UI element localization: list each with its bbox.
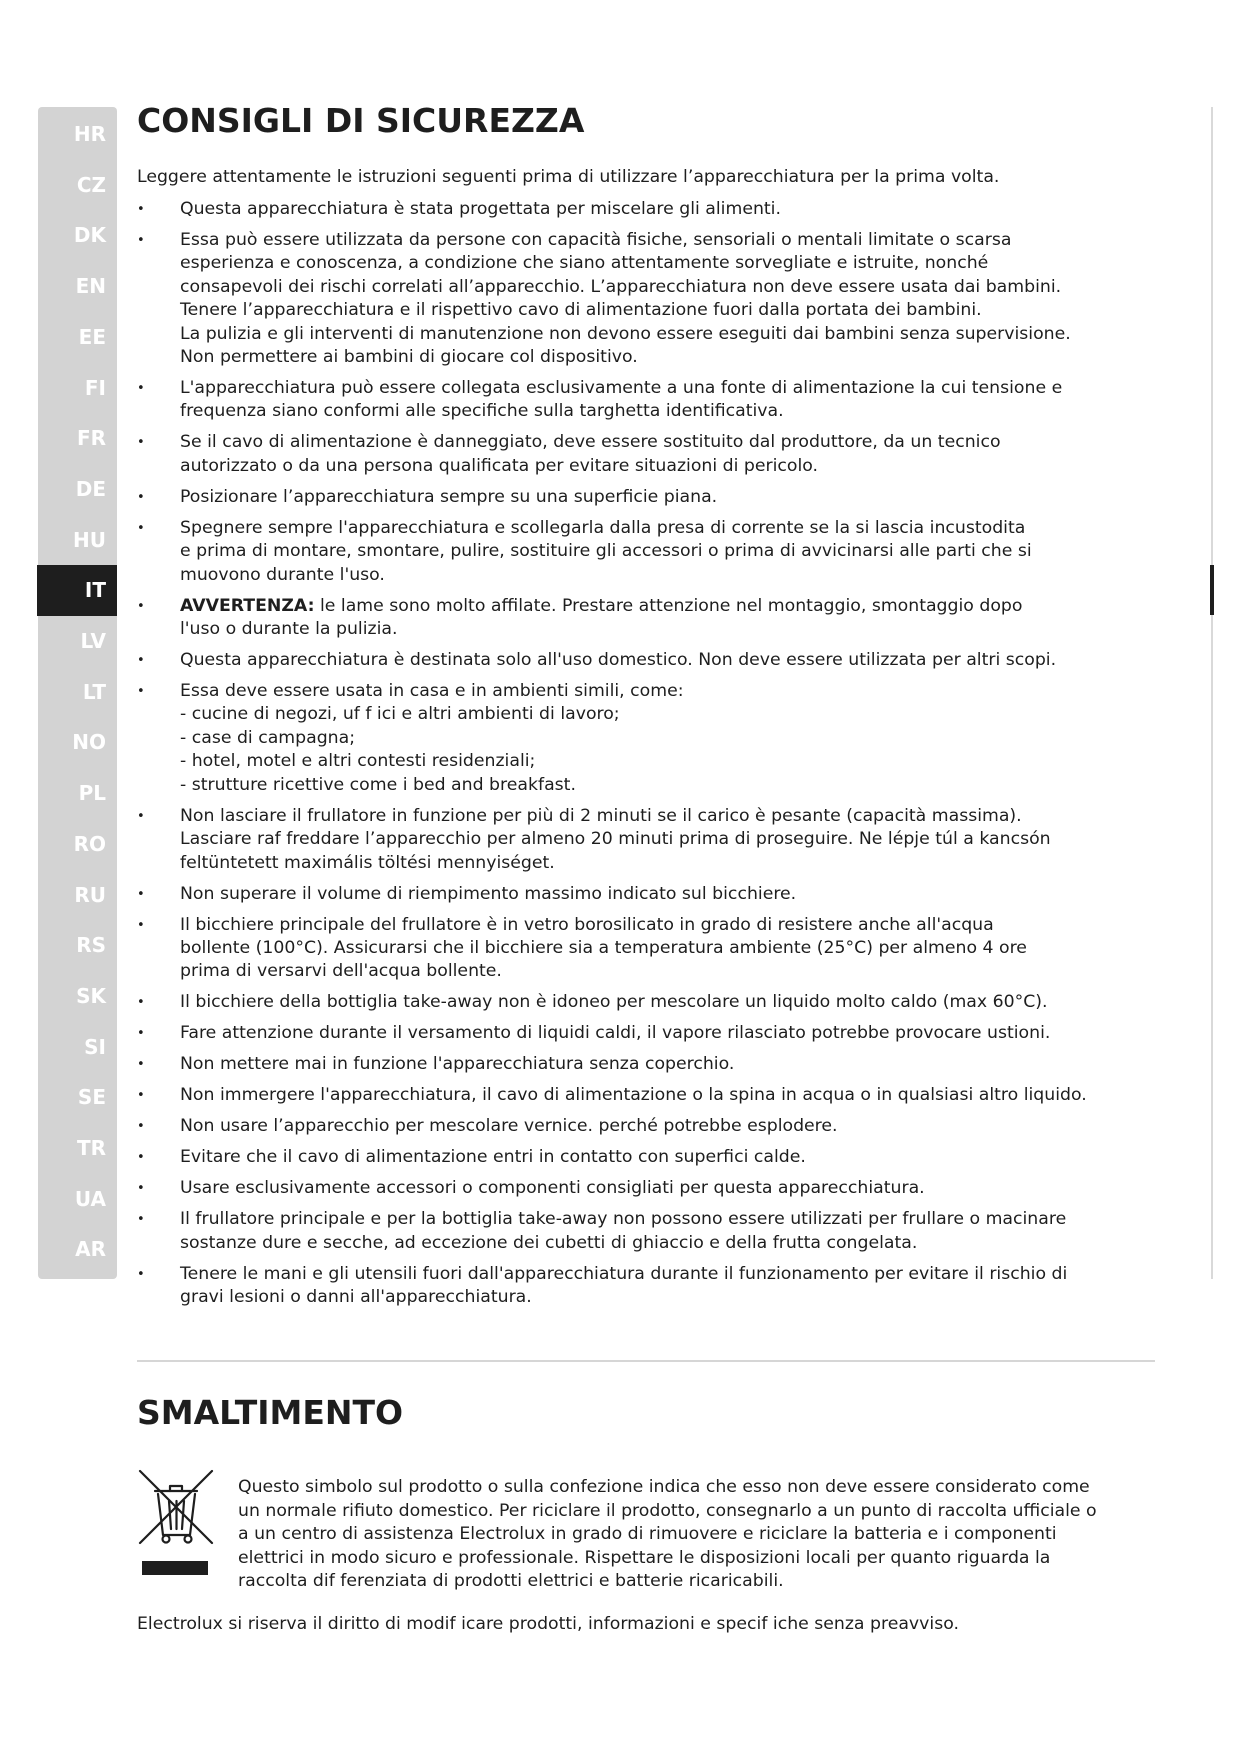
language-tab-cz[interactable]: CZ: [76, 173, 106, 197]
safety-item-text: Essa può essere utilizzata da persone con capacità fisiche, sensoriali o mentali limitate o scarsa esperienza e conoscenza, a condizione che siano attentamente sorvegliate e istruite, nonché consapevoli dei rischi correlati all’apparecchio. L’apparecchiatura non deve essere usata dai bambini. Tenere l’apparecchiatura e il rispettivo cavo di alimentazione fuori dalla portata dei bambini. La pulizia e gli interventi di manutenzione non devono essere eseguiti dai bambini senza supervisione. Non permettere ai bambini di giocare col dispositivo.: [180, 230, 1071, 368]
safety-item: [137, 680, 1162, 797]
safety-item-text: Non mettere mai in funzione l'apparecchiatura senza coperchio.: [180, 1054, 735, 1075]
language-tab-fr[interactable]: FR: [76, 426, 106, 450]
safety-item-text: Il bicchiere della bottiglia take-away non è idoneo per mescolare un liquido molto caldo (max 60°C).: [180, 992, 1048, 1013]
safety-item: [137, 1177, 1162, 1200]
warning-label: AVVERTENZA:: [180, 595, 315, 616]
safety-item: [137, 1263, 1162, 1310]
safety-item-text: Spegnere sempre l'apparecchiatura e scollegarla dalla presa di corrente se la si lascia incustodita e prima di montare, smontare, pulire, sostituire gli accessori o prima di avvicinarsi alle parti che si muovono durante l'uso.: [180, 517, 1032, 585]
safety-item-text: Usare esclusivamente accessori o componenti consigliati per questa apparecchiatura.: [180, 1178, 925, 1199]
language-tab-ua[interactable]: UA: [74, 1187, 106, 1211]
safety-item-text: Questa apparecchiatura è stata progettata per miscelare gli alimenti.: [180, 199, 781, 219]
safety-item: [137, 914, 1162, 984]
disposal-text: Questo simbolo sul prodotto o sulla confezione indica che esso non deve essere considerato come un normale rifiuto domestico. Per riciclare il prodotto, consegnarlo a un punto di raccolta ufficiale o a un centro di assistenza Electrolux in grado di rimuovere e riciclare la batteria e i componenti elettrici in modo sicuro e professionale. Rispettare le disposizioni locali per quanto riguarda la raccolta dif ferenziata di prodotti elettrici e batterie ricaricabili.: [238, 1477, 1097, 1591]
safety-item: [137, 1022, 1162, 1045]
language-tab-ro[interactable]: RO: [73, 832, 106, 856]
safety-item-text: Evitare che il cavo di alimentazione entri in contatto con superfici calde.: [180, 1147, 806, 1168]
language-tab-lv[interactable]: LV: [80, 629, 106, 653]
safety-item-text: Fare attenzione durante il versamento di liquidi caldi, il vapore rilasciato potrebbe provocare ustioni.: [180, 1023, 1051, 1044]
language-tab-hu[interactable]: HU: [73, 528, 106, 552]
language-tab-tr[interactable]: TR: [76, 1136, 106, 1160]
language-tab-se[interactable]: SE: [77, 1085, 106, 1109]
safety-item: [137, 1115, 1162, 1138]
language-tab-it[interactable]: IT: [37, 565, 117, 616]
safety-item-text: Non superare il volume di riempimento massimo indicato sul bicchiere.: [180, 883, 797, 904]
language-tab-dk[interactable]: DK: [73, 223, 106, 247]
language-tab-ee[interactable]: EE: [78, 325, 106, 349]
disposal-title: SMALTIMENTO: [137, 1393, 404, 1432]
safety-item: [137, 991, 1162, 1014]
language-tab-rs[interactable]: RS: [76, 933, 106, 957]
right-margin-line: [1211, 107, 1213, 1279]
safety-item-text: Non usare l’apparecchio per mescolare vernice. perché potrebbe esplodere.: [180, 1116, 838, 1137]
language-tab-hr[interactable]: HR: [73, 122, 106, 146]
language-tab-ar[interactable]: AR: [75, 1237, 106, 1261]
safety-item: [137, 595, 1162, 642]
safety-item: [137, 1084, 1162, 1107]
safety-intro: Leggere attentamente le istruzioni seguenti prima di utilizzare l’apparecchiatura per la prima volta.: [137, 167, 1000, 187]
safety-item: [137, 649, 1162, 672]
safety-item-text: Non immergere l'apparecchiatura, il cavo di alimentazione o la spina in acqua o in qualsiasi altro liquido.: [180, 1085, 1087, 1106]
safety-item: [137, 486, 1162, 509]
safety-item: [137, 805, 1162, 875]
safety-item-text: Non lasciare il frullatore in funzione per più di 2 minuti se il carico è pesante (capacità massima). Lasciare raf freddare l’apparecchio per almeno 20 minuti prima di proseguire. Ne lépje túl a kancsón feltüntetett maximális töltési mennyiséget.: [180, 805, 1051, 873]
language-tab-lt[interactable]: LT: [82, 680, 106, 704]
safety-item: [137, 1053, 1162, 1076]
safety-item: [137, 1146, 1162, 1169]
safety-item: [137, 198, 1162, 221]
safety-list: [137, 198, 1162, 1317]
safety-title: CONSIGLI DI SICUREZZA: [137, 101, 585, 140]
safety-item-text: Il bicchiere principale del frullatore è in vetro borosilicato in grado di resistere anche all'acqua bollente (100°C). Assicurarsi che il bicchiere sia a temperatura ambiente (25°C) per almeno 4 ore prima di versarvi dell'acqua bollente.: [180, 914, 1027, 982]
language-tab-en[interactable]: EN: [75, 274, 106, 298]
language-tab-sk[interactable]: SK: [76, 984, 106, 1008]
safety-item-text: Se il cavo di alimentazione è danneggiato, deve essere sostituito dal produttore, da un tecnico autorizzato o da una persona qualificata per evitare situazioni di pericolo.: [180, 432, 1001, 476]
right-margin-marker: [1210, 565, 1214, 615]
crossed-bin-icon: [136, 1467, 216, 1581]
section-divider: [137, 1360, 1155, 1362]
safety-item: [137, 229, 1162, 369]
safety-item-text: Questa apparecchiatura è destinata solo all'uso domestico. Non deve essere utilizzata per altri scopi.: [180, 650, 1057, 671]
safety-item: [137, 431, 1162, 478]
safety-item: [137, 883, 1162, 906]
language-tab-si[interactable]: SI: [84, 1035, 106, 1059]
footer-note: Electrolux si riserva il diritto di modif icare prodotti, informazioni e specif iche senza preavviso.: [137, 1614, 959, 1634]
safety-item: [137, 377, 1162, 424]
safety-item-text: Tenere le mani e gli utensili fuori dall'apparecchiatura durante il funzionamento per evitare il rischio di gravi lesioni o danni all'apparecchiatura.: [180, 1263, 1068, 1308]
safety-item-text: le lame sono molto affilate. Prestare attenzione nel montaggio, smontaggio dopo l'uso o durante la pulizia.: [180, 595, 1023, 640]
safety-item-text: Essa deve essere usata in casa e in ambienti simili, come: - cucine di negozi, uf f ici e altri ambienti di lavoro; - case di campagna; - hotel, motel e altri contesti residenziali; - strutture ricettive come i bed and breakfast.: [180, 681, 684, 795]
language-tab-de[interactable]: DE: [75, 477, 106, 501]
language-tab-fi[interactable]: FI: [84, 376, 106, 400]
safety-item-text: Posizionare l’apparecchiatura sempre su una superficie piana.: [180, 486, 718, 507]
language-tab-no[interactable]: NO: [72, 730, 106, 754]
language-tab-ru[interactable]: RU: [74, 883, 106, 907]
language-tab-pl[interactable]: PL: [78, 781, 106, 805]
safety-item-text: L'apparecchiatura può essere collegata esclusivamente a una fonte di alimentazione la cui tensione e frequenza siano conformi alle specifiche sulla targhetta identificativa.: [180, 378, 1063, 422]
language-sidebar: [38, 107, 117, 1279]
safety-item: [137, 1208, 1162, 1255]
safety-item: [137, 517, 1162, 587]
safety-item-text: Il frullatore principale e per la bottiglia take-away non possono essere utilizzati per frullare o macinare sostanze dure e secche, ad eccezione dei cubetti di ghiaccio e della frutta congelata.: [180, 1209, 1067, 1253]
